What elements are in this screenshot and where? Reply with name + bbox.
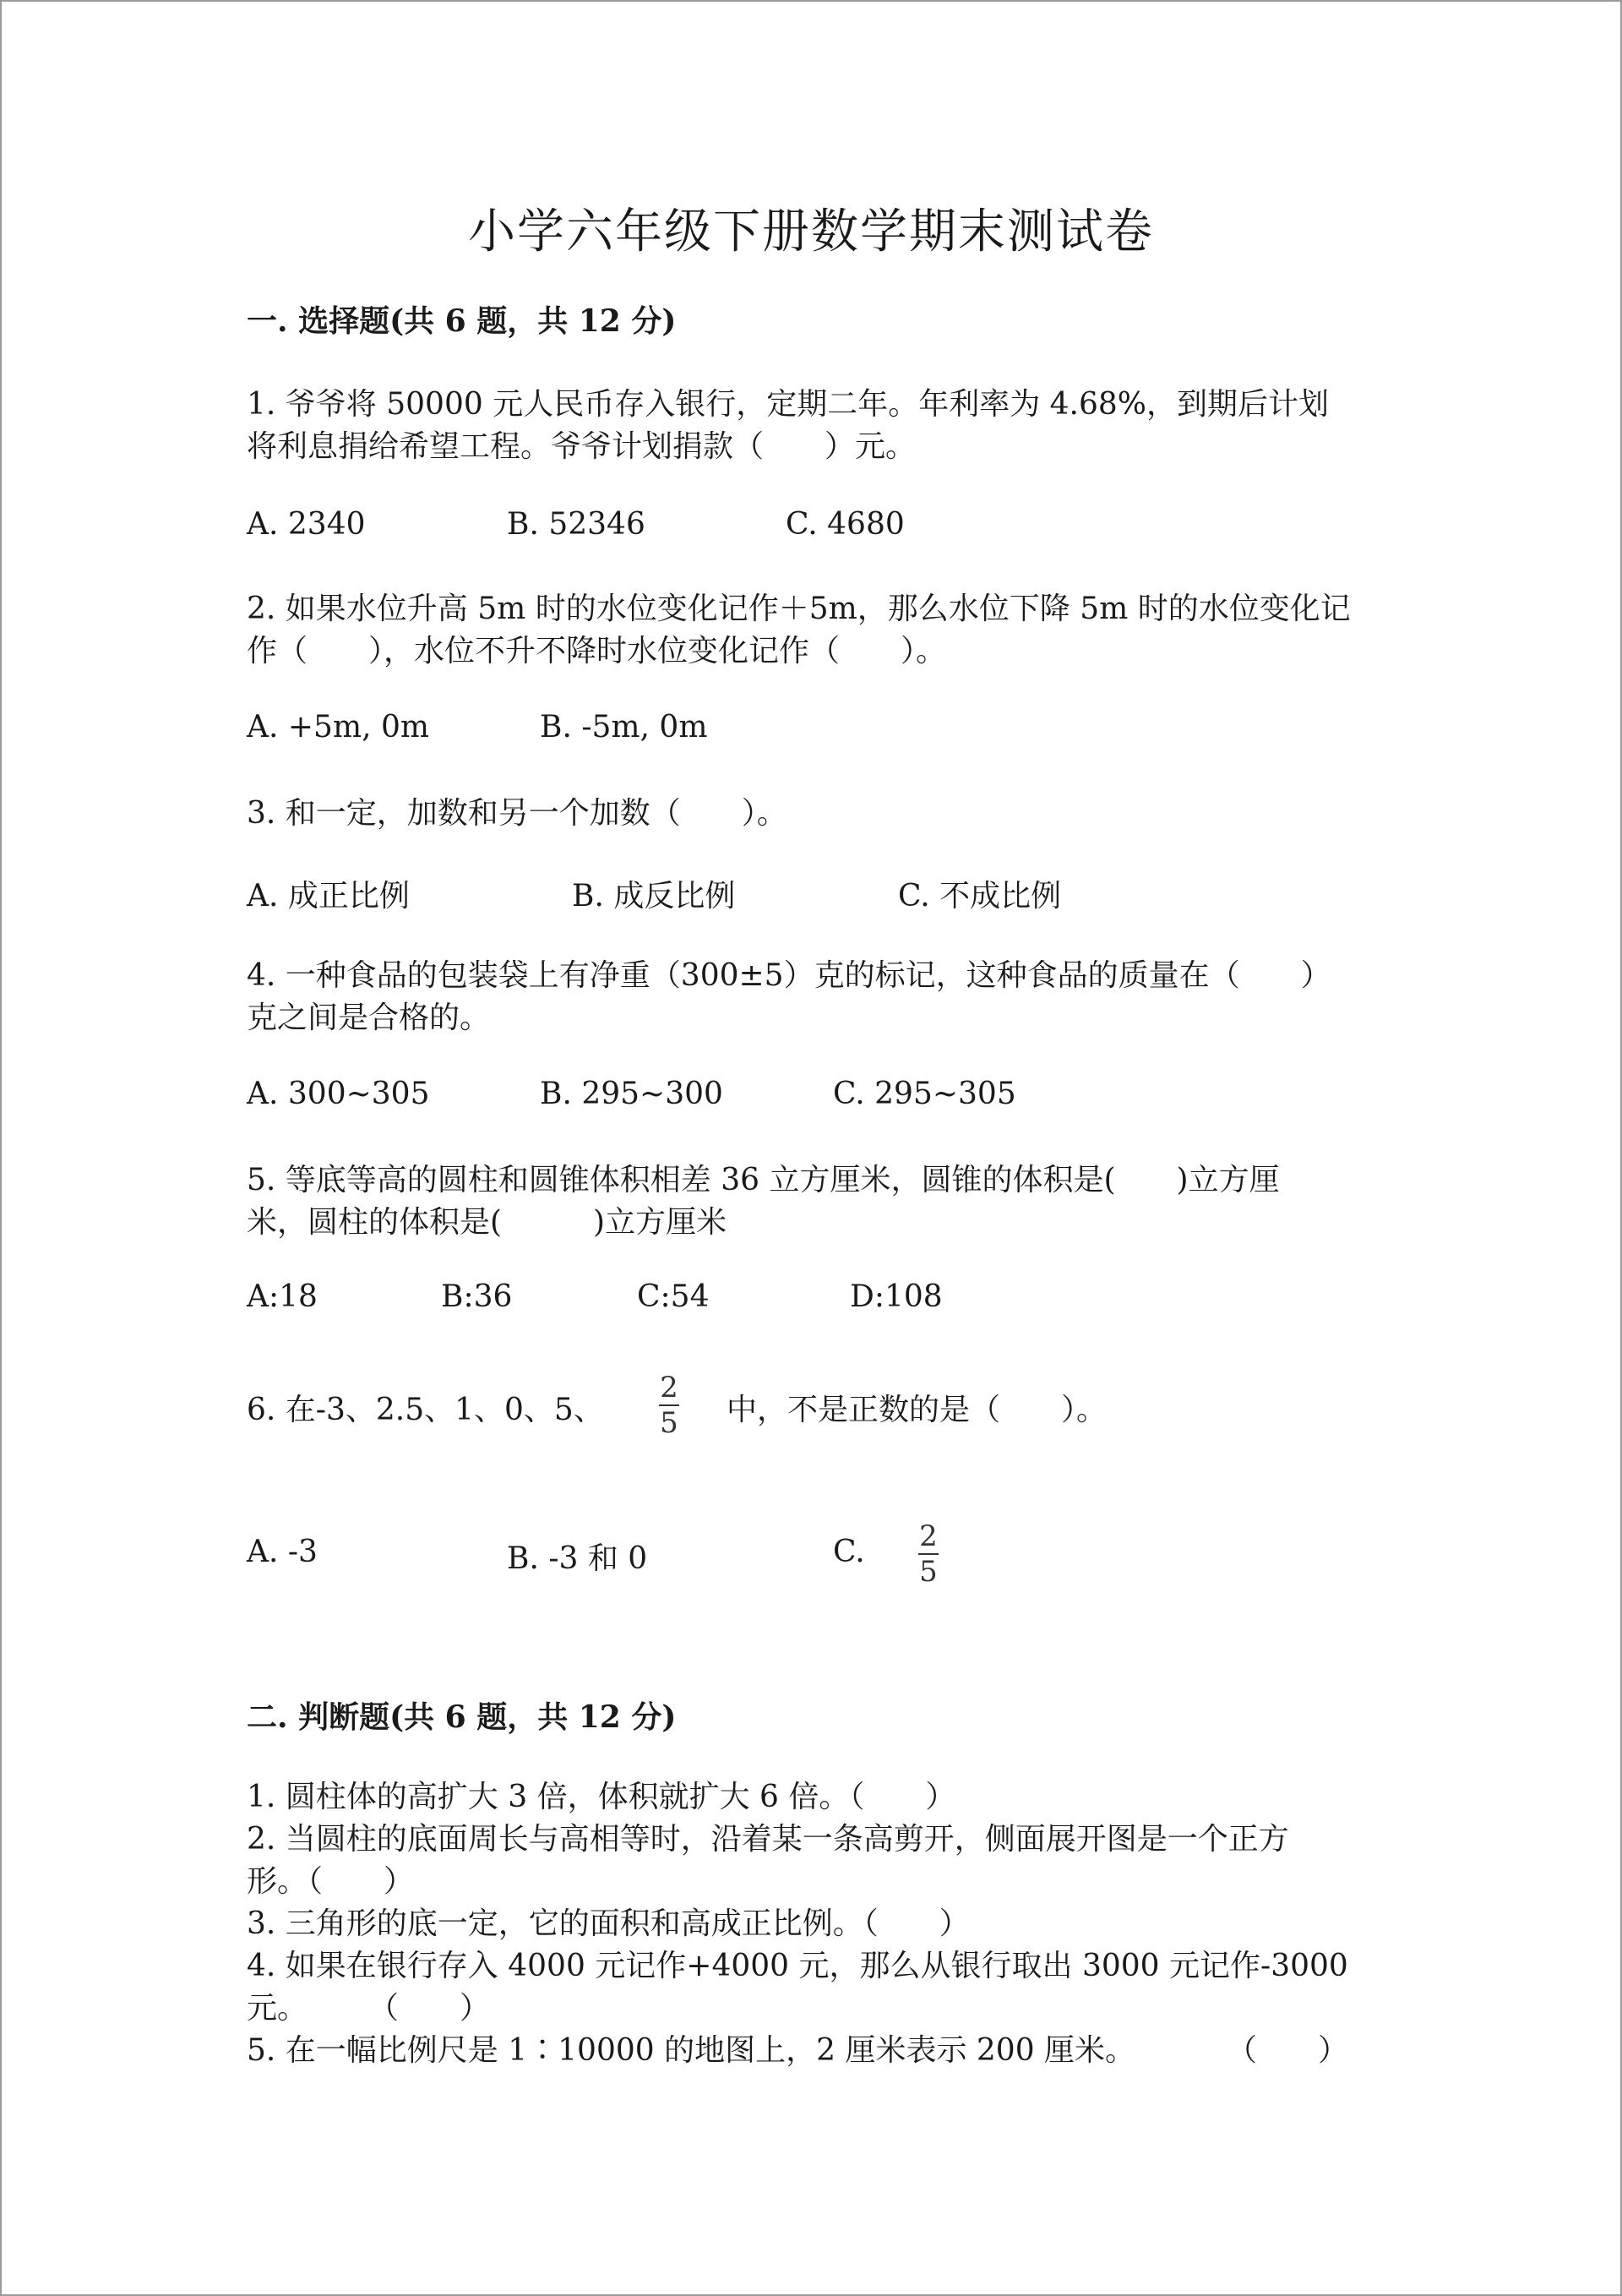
q3-option-b: B. 成反比例	[572, 879, 736, 913]
question-4-line-1: 4. 一种食品的包装袋上有净重（300±5）克的标记，这种食品的质量在（ ）	[247, 958, 1331, 993]
question-2-line-1: 2. 如果水位升高 5m 时的水位变化记作＋5m，那么水位下降 5m 时的水位变化记	[247, 592, 1351, 626]
q6-option-a: A. -3	[247, 1535, 318, 1569]
judgement-line-2: 2. 当圆柱的底面周长与高相等时，沿着某一条高剪开，侧面展开图是一个正方	[247, 1822, 1289, 1857]
page-title: 小学六年级下册数学期末测试卷	[468, 205, 1154, 259]
q4-option-c: C. 295~305	[833, 1077, 1016, 1111]
q3-option-a: A. 成正比例	[247, 879, 410, 913]
question-6-prefix: 6. 在-3、2.5、1、0、5、	[247, 1393, 604, 1427]
q6-option-c: C.	[833, 1535, 865, 1569]
q6-option-c-fraction	[918, 1519, 939, 1589]
q1-option-b: B. 52346	[507, 507, 645, 542]
q1-option-c: C. 4680	[786, 507, 905, 542]
q2-option-a: A. +5m, 0m	[247, 710, 430, 744]
q6-option-c-denominator: 5	[919, 1555, 938, 1589]
section-heading-choice: 一. 选择题(共 6 题，共 12 分)	[247, 303, 677, 339]
question-1-line-1: 1. 爷爷将 50000 元人民币存入银行，定期二年。年利率为 4.68%，到期后计划	[247, 387, 1330, 422]
judgement-line-1: 1. 圆柱体的高扩大 3 倍，体积就扩大 6 倍。（ ）	[247, 1780, 956, 1814]
q6-fraction	[659, 1371, 679, 1440]
q5-option-c: C:54	[637, 1279, 710, 1314]
judgement-line-5: 4. 如果在银行存入 4000 元记作+4000 元，那么从银行取出 3000 元记作-3000	[247, 1949, 1348, 1983]
q1-option-a: A. 2340	[247, 507, 366, 542]
q2-option-b: B. -5m, 0m	[540, 710, 708, 744]
q6-fraction-numerator: 2	[660, 1371, 678, 1404]
judgement-line-7: 5. 在一幅比例尺是 1∶10000 的地图上，2 厘米表示 200 厘米。 （ ）	[247, 2033, 1349, 2068]
judgement-line-3: 形。（ ）	[247, 1864, 415, 1899]
judgement-line-6: 元。 （ ）	[247, 1991, 491, 2026]
question-1-line-2: 将利息捐给希望工程。爷爷计划捐款（ ）元。	[247, 429, 917, 464]
question-5-line-1: 5. 等底等高的圆柱和圆锥体积相差 36 立方厘米，圆锥的体积是( )立方厘	[247, 1163, 1280, 1197]
question-5-line-2: 米，圆柱的体积是( )立方厘米	[247, 1205, 727, 1240]
q4-option-b: B. 295~300	[540, 1077, 723, 1111]
q4-option-a: A. 300~305	[247, 1077, 430, 1111]
question-4-line-2: 克之间是合格的。	[247, 1001, 491, 1035]
question-6-suffix: 中，不是正数的是（ ）。	[727, 1393, 1108, 1427]
section-heading-judgement: 二. 判断题(共 6 题，共 12 分)	[247, 1699, 677, 1735]
q5-option-b: B:36	[441, 1279, 513, 1314]
judgement-line-4: 3. 三角形的底一定，它的面积和高成正比例。（ ）	[247, 1906, 970, 1941]
q5-option-a: A:18	[247, 1279, 318, 1314]
question-3-line-1: 3. 和一定，加数和另一个加数（ ）。	[247, 796, 787, 831]
q6-fraction-denominator: 5	[660, 1406, 678, 1440]
q6-option-c-numerator: 2	[919, 1519, 938, 1553]
q5-option-d: D:108	[850, 1279, 943, 1314]
question-2-line-2: 作（ ），水位不升不降时水位变化记作（ ）。	[247, 634, 947, 668]
q3-option-c: C. 不成比例	[898, 879, 1062, 913]
q6-option-b: B. -3 和 0	[507, 1541, 648, 1576]
